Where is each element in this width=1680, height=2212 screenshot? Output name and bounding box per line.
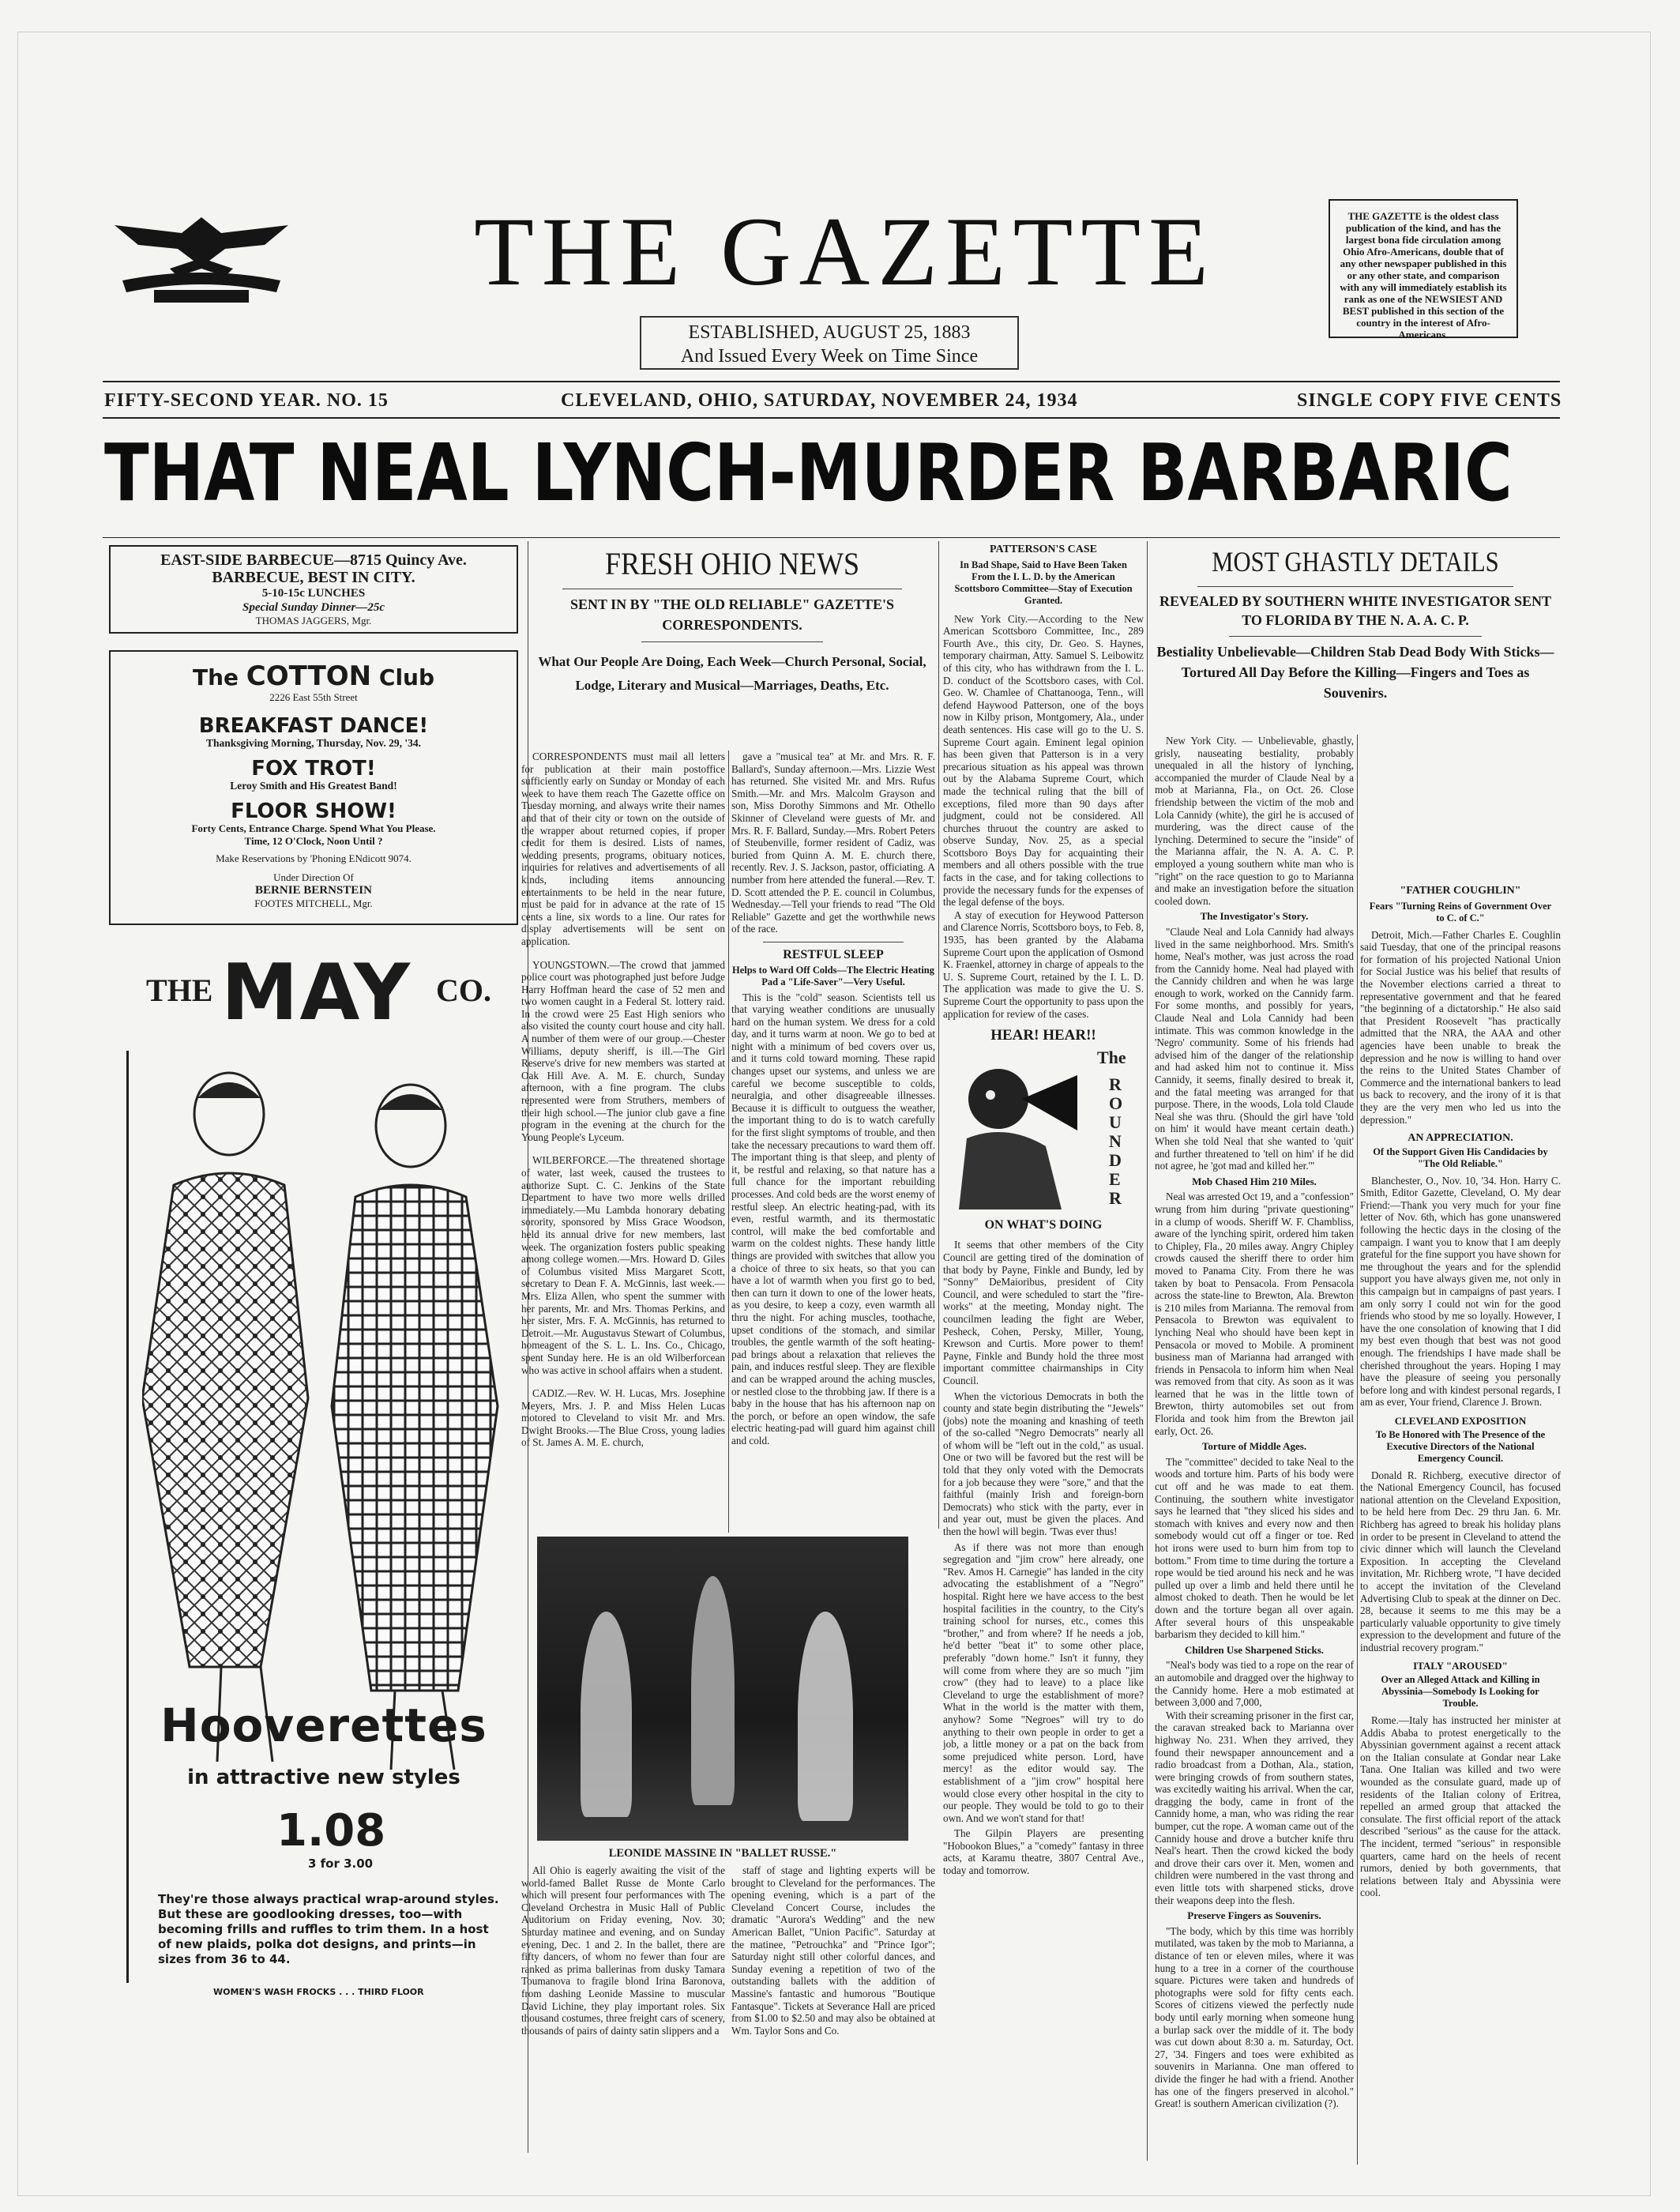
ad-line: EAST-SIDE BARBECUE—8715 Quincy Ave. [160, 551, 467, 569]
cotton-club-ad [109, 650, 518, 925]
ballet-photo [537, 1537, 908, 1841]
column-rule [938, 541, 939, 1529]
article-title: MOST GHASTLY DETAILS [1212, 546, 1499, 577]
ad-line: FOOTES MITCHELL, Mgr. [254, 897, 373, 909]
article-title: RESTFUL SLEEP [783, 947, 884, 961]
dateline: CLEVELAND, OHIO, SATURDAY, NOVEMBER 24, 1934 [561, 390, 1078, 411]
may-the: THE [146, 972, 213, 1008]
paragraph: CADIZ.—Rev. W. H. Lucas, Mrs. Josephine Meyers, Mrs. J. P. and Miss Helen Lucas motored to Cleveland to visit Mr. and Mrs. Dwight Brooks.—The Blue Cross, young ladies of St. James A. M. E. church, [521, 1387, 725, 1449]
rule [103, 381, 1560, 382]
paragraph: This is the "cold" season. Scientists tell us that varying weather conditions are unusually hard on the human system. We dress for a cold day, and it turns warm at noon. We go to bed at night with a minimum of bed covers over us, and it turns cold toward morning. These rapid changes upset our systems, and unless we are careful we become susceptible to colds, neuralgia, and other disagreeable illnesses. Because it is difficult to outguess the weather, the important thing to do is to watch carefully for the first slight symptoms of trouble, and then take the necessary precautions to ward them off. The important thing is that sleep, and plenty of it, be restful and relaxing, so that nature has a full chance for the important rebuilding processes. And cold beds are the worst enemy of restful sleep. An electric heating-pad, with its even, restful warmth, and its thermostatic control, will make the bed comfortable and warm on the coldest nights. These handy little things are provided with switches that allow you a choice of three to six heats, so that you can have a lot of warmth when you first go to bed, then can turn it down to one of the lower heats, as you desire, to keep a cozy, even warmth all thru the night. For aching muscles, toothache, upset conditions of the stomach, and similar troubles, the gentle warmth of the soft heating-pad brings about a relaxation that relieves the pain, and induces restful sleep. They are flexible and can be wrapped around the aching muscles, or nestled close to the throbbing jaw. If there is a baby in the house that has his afternoon nap on the porch, or before an open window, the safe electric heating-pad will guard him against chill and cold. [731, 991, 935, 1446]
ad-line: FOX TROT! [251, 757, 376, 781]
paragraph: As if there was not more than enough segregation and "jim crow" here already, one "Rev. Amos H. Carnegie" has landed in the city advocating the establishment of a "Negro" hospital. Right here we have access to the best hospital facilities in the country, to the City's training school for nurses, etc., comes this "brother," and from where? If he needs a job, he'd better "beat it" to some other place, preferably "down home." Isn't it funny, they will come from where they are so much "jim crow" (they had to leave) to a place like Cleveland to urge the establishment of more? What in the world is the matter with them, anyhow? Some "Negroes" will try to do anything to their own people in order to get a job, a little money or a pat on the back from some prejudiced white person. Lord, have mercy! as the editor would say. The establishment of a "jim crow" hospital here would close every other hospital in the city to our people. They would be told to go to their own. And we won't stand for that! [943, 1540, 1144, 1824]
column-title: HEAR! HEAR!! [990, 1027, 1096, 1044]
price: SINGLE COPY FIVE CENTS [1297, 390, 1562, 411]
dancer-left [581, 1612, 632, 1817]
ad-line: Under Direction Of [273, 871, 354, 883]
subhead: Children Use Sharpened Sticks. [1184, 1643, 1324, 1656]
subhead: Preserve Fingers as Souvenirs. [1187, 1909, 1321, 1922]
paragraph: New York City.—According to the New American Scottsboro Committee, Inc., 289 Fourth Ave., this city, Dr. Geo. S. Haynes, temporary chairman, Atty. Samuel S. Leibowitz of this city, who has withdrawn from the I. L. D. conduct of the Scottsboro cases, with Col. Geo. W. Chamlee of Chattanooga, Tenn., will defend Haywood Patterson, one of the boys now in Kilby prison, Montgomery, Ala., under death sentences. His case will go to the U. S. Supreme Court again. Eminent legal opinion has been given that Patterson is in a very precarious situation as his appeal was thrown out by the Alabama Supreme Court, which made the technical ruling that the bill of exceptions, filed more than 90 days after judgment, could not be considered. All churches thruout the country are asked to observe Sunday, Nov. 25, as a special Scottsboro Boys Day for acquainting their members and all others possible with the true facts in the case, and for taking collections to provide the necessary funds for the expenses of the legal defense of the boys. [943, 612, 1144, 908]
paragraph: "Neal's body was tied to a rope on the rear of an automobile and dragged over the highway to the Cannidy home. Here a mob estimated at between 3,000 and 7,000, [1155, 1659, 1354, 1709]
text-column [1360, 735, 1561, 2165]
dancer-center [691, 1576, 735, 1805]
ad-line: Time, 12 O'Clock, Noon Until ? [244, 835, 383, 847]
ear-box: THE GAZETTE is the oldest class publication of the kind, and has the largest bona fide circulation among Ohio Afro-Americans, double that of any other newspaper published in this or any other state, and comparison with any will immediately establish its rank as one of the NEWSIEST AND BEST published in this section of the country in the interest of Afro-Americans. [1329, 199, 1518, 338]
section-sub: SENT IN BY "THE OLD RELIABLE" GAZETTE'S CORRESPONDENTS. [569, 596, 895, 633]
product-sub: in attractive new styles [187, 1766, 460, 1789]
established-line: ESTABLISHED, AUGUST 25, 1883 [688, 322, 971, 343]
paragraph: "The body, which by this time was horribly mutilated, was taken by the mob to Marianna, a distance of ten or eleven miles, where it was hung to a tree in a corner of the courthouse square. Pictures were taken and hundreds of photographs were sold for fifty cents each. Scores of citizens viewed the perfectly nude body until early morning when someone hung a burlap sack over the middle of it. The body was cut down about 8:30 a. m. Saturday, Oct. 27, '34. Fingers and toes were exhibited as souvenirs in Marianna. One man offered to divide the finger he had with a friend. Another has one of the fingers preserved in alcohol." Great! is southern American civilization (?). [1155, 1924, 1354, 2110]
ad-line: BERNIE BERNSTEIN [255, 884, 372, 897]
price: 1.08 [276, 1805, 386, 1856]
paragraph: staff of stage and lighting experts will be brought to Cleveland for the performances. The opening evening, which is a part of the Cleveland Concert Course, includes the dramatic "Aurora's Wedding" and the new American Ballet, "Union Pacific". Saturday at the matinee, "Petrouchka" and "Prince Igor"; Saturday night still other colorful dances, and Sunday evening a repetition of two of the outstanding ballets with the addition of Massine's fantastic and humorous "Boutique Fantasque". Tickets at Severance Hall are priced from $1.00 to $2.50 and may also be obtained at Wm. Taylor Sons and Co. [731, 1864, 935, 2037]
established-box [640, 316, 1019, 370]
text-column [521, 1864, 725, 2165]
paragraph: All Ohio is eagerly awaiting the visit of the world-famed Ballet Russe de Monte Carlo which will present four performances with The Cleveland Orchestra in Music Hall of Public Auditorium on Friday evening, Nov. 30; Saturday matinee and evening, and on Sunday evening, Dec. 1 and 2. In the ballet, there are fifty dancers, of whom no fewer than four are ranked as prima ballerinas from dusky Tamara Toumanova to fragile blond Irina Baronova, from dashing Leonide Massine to muscular David Lichine, they play important roles. Six thousand costumes, three freight cars of scenery, thousands of pairs of dainty satin slippers and a [521, 1864, 725, 2037]
volume-number: FIFTY-SECOND YEAR. NO. 15 [104, 390, 389, 411]
ad-line: Forty Cents, Entrance Charge. Spend What You Please. [191, 822, 436, 834]
paragraph: WILBERFORCE.—The threatened shortage of water, last week, caused the trustees to authorize Supt. C. C. Jenkins of the State Department to have two more wells drilled immediately.—Mu Lambda honorary debating sorority, sponsored by Miss Grace Woodson, held its annual drive for new members, last week. The organization fosters public speaking among college women.—Mrs. Howard D. Giles of Columbus visited Miss Margaret Scott, secretary to Dean F. A. McGinnis, last week.—Mrs. Eliza Allen, who spent the summer with her parents, Mr. and Mrs. Thomas Perkins, and her sister, Mrs. F. A. McGinnis, has returned to Detroit.—Mr. Augustavus Stewart of Columbus, homeagent of the S. L. L. Ins. Co., Chicago, spent Sunday here. He is an old Wilberforcean who was active in school affairs when a student. [521, 1154, 725, 1376]
ad-title-cotton: COTTON [246, 660, 372, 692]
subhead: Torture of Middle Ages. [1201, 1440, 1307, 1453]
article-sub: Fears "Turning Reins of Government Over to C. of C." [1369, 900, 1552, 924]
ad-body: They're those always practical wrap-around styles. But these are goodlooking dresses, too—with becoming frills and ruffles to trim them. In a host of new plaids, polka dot designs, and prints—in sizes from 36 to 44. [158, 1892, 499, 1966]
section-sub-2: What Our People Are Doing, Each Week—Church Personal, Social, Lodge, Literary and Musical—Marriages, Deaths, Etc. [538, 654, 926, 693]
paragraph: Blanchester, O., Nov. 10, '34. Hon. Harry C. Smith, Editor Gazette, Cleveland, O. My dear Friend:—Thank you very much for your fine letter of Nov. 6th, which has gone unanswered following the hectic days in the closing of the campaign. I want you to know that I am deeply grateful for the fine support you have shown for me throughout the years and for the splendid support you have always given me, not only in this campaign but in campaigns of past years. I am only sorry I could not win for the good friends who stood by me so loyally. However, I have the one consolation of knowing that I did my best even though that best was not good enough. The friendships I have made shall be cherished throughout the years. Hoping I may have the pleasure of seeing you personally before long and with kindest personal regards, I am as ever, Your friend, Clarence J. Brown. [1360, 1174, 1561, 1409]
paragraph: When the victorious Democrats in both the county and state begin distributing the "Jewels" (jobs) note the moaning and knashing of teeth of the so-called "Negro Democrats" nearly all of whom will be "left out in the cold," as usual. One or two will be favored but the rest will be told that they only voted with the Democrats for a job because they were "sore," and that the faithful (mainly Irish and foreign-born Democrats) who stick with the party, ever in and year out, must be given the places. And then the howl will begin. 'Twas ever thus! [943, 1390, 1144, 1538]
text-column [943, 544, 1144, 2163]
rounder-title: ROUNDER [1109, 1074, 1123, 1208]
text-column [1155, 735, 1354, 2165]
paragraph: The Gilpin Players are presenting "Hobookon Blues," a "comedy" fantasy in three acts, at Karamu theatre, 3807 Central Ave., today and tomorrow. [943, 1827, 1144, 1877]
product-name: Hooverettes [160, 1698, 487, 1752]
article-sub-2: Bestiality Unbelievable—Children Stab Dead Body With Sticks—Tortured All Day Before the Killing—Fingers and Toes as Souvenirs. [1156, 644, 1554, 701]
photo-caption: LEONIDE MASSINE IN "BALLET RUSSE." [608, 1847, 837, 1860]
ad-line: BARBECUE, BEST IN CITY. [212, 569, 415, 586]
ad-footer: WOMEN'S WASH FROCKS . . . THIRD FLOOR [213, 1987, 424, 1997]
column-rule [1147, 541, 1148, 2161]
article-title: AN APPRECIATION. [1408, 1132, 1513, 1145]
subhead: The Investigator's Story. [1200, 910, 1309, 923]
dancer-right [798, 1612, 853, 1821]
rounder-the: The [1097, 1047, 1126, 1067]
column-sub: ON WHAT'S DOING [984, 1217, 1103, 1232]
article-title: CLEVELAND EXPOSITION [1394, 1414, 1527, 1427]
paragraph: Detroit, Mich.—Father Charles E. Coughlin said Tuesday, that one of the principal reasons for formation of his projected National Union for Social Justice was his belief that results of the November elections carried a threat to representative government and that he feared "the beginning of a dictatorship." He also said that President Roosevelt "has practically admitted that the NRA, the AAA and other agencies have been unable to break the depression and he now is willing to hand over the reins to the United States Chamber of Commerce and the international bankers to lead us back to recovery, and the irony of it is that they are the very men who led us into the depression." [1360, 928, 1561, 1126]
ad-rule [126, 1051, 129, 1983]
man-with-megaphone-icon [943, 1051, 1085, 1209]
paragraph: With their screaming prisoner in the first car, the caravan streaked back to Marianna over highway No. 231. When they arrived, they found their newspaper announcement and a radio broadcast from a Dothan, Ala., station, were bringing crowds of from southern states, was excitedly waiting his arrival. When the car, dragging the body, came in front of the Cannidy home, a man, who was riding the rear bumper, cut the rope. A woman came out of the Cannidy house and drove a butcher knife thru Neal's heart. Then the crowd kicked the body and drove their cars over it. Men, women and children were numbered in the vast throng and even little tots with sharpened sticks, drove their weapons deep into the flesh. [1155, 1709, 1354, 1906]
column-rule [728, 750, 729, 1533]
ad-line: Thanksgiving Morning, Thursday, Nov. 29, '34. [205, 737, 422, 749]
paragraph: Neal was arrested Oct 19, and a "confession" wrung from him during "private questioning" in a clump of woods. Sheriff W. F. Chambliss, aware of the lynching spirit, ordered him taken to Chipley, Fla., 20 miles away. Angry Chipley crowds caused the sheriff there to order him moved to Panama City. From there he was taken by boat to Pensacola. From Pensacola across the state-line to Brewton, Ala. Brewton is 210 miles from Marianna. The removal from Pensacola to Brewton was equivalent to lynching Neal who should have been kept in Pensacola or moved to Mobile. A prominent business man of Marianna had arranged with friends in Pensacola to inform him when Neal was removed from that city. As soon as it was learned that he was in the little town of Brewton, thirty automobiles set out from Florida and took him from the Brewton jail early, Oct. 26. [1155, 1191, 1354, 1437]
ad-line: THOMAS JAGGERS, Mgr. [255, 615, 372, 626]
paragraph: CORRESPONDENTS must mail all letters for publication at their main postoffice sufficiently early on Sunday or Monday of each week to have them reach The Gazette office on Tuesday morning, and always write their names and that of their city or town on the outside of the wrapper about returned copies, if proper credit for them is desired. Lists of names, wedding presents, programs, obituary notices, inquiries for relatives and advertisements of all kinds, including items announcing entertainments to be held in the near future, must be paid for in advance at the rate of 15 cents a line, six words to a line. Our rates for display advertisements will be sent on application. [521, 750, 725, 947]
paragraph: gave a "musical tea" at Mr. and Mrs. R. F. Ballard's, Sunday afternoon.—Mrs. Lizzie West has returned. She visited Mr. and Mrs. Rufus Smith.—Mr. and Mrs. Malcolm Grayson and son, Miss Dorothy Simmons and Mr. Othello Skinner of Cleveland were guests of Mr. and Mrs. R. F. Ballard, Sunday.—Mrs. Robert Peters of Steubenville, former resident of Cadiz, was buried from Quinn A. M. E. church there, recently. Rev. J. S. Jackson, pastor, officiating. A number from here attended the funeral.—Rev. T. D. Scott attended the P. E. council in Columbus, Wednesday.—Tell your friends to read "The Old Reliable" Gazette and get the worthwhile news of the race. [731, 750, 935, 935]
rule [103, 537, 1560, 538]
paragraph: YOUNGSTOWN.—The crowd that jammed police court was photographed just before Judge Harry Hoffman heard the case of 52 men and two women caught in a Federal St. lottery raid. In the crowd were 25 East High seniors who also visited the county court house and city hall. A number of them were of our group.—Chester Williams, deputy sheriff, is ill.—The Girl Reserve's drive for new members was started at Oak Hill Ave. A. M. E. church, Sunday afternoon, with a fine program. The clubs represented were from Struthers, members of their high school.—The junior club gave a fine program in the evening at the church for the Young People's Lyceum. [521, 958, 725, 1143]
article-title: PATTERSON'S CASE [989, 544, 1097, 555]
article-sub: In Bad Shape, Said to Have Been Taken From the I. L. D. by the American Scottsboro Committee—Stay of Execution Granted. [954, 559, 1133, 606]
ad-line: 5-10-15c LUNCHES [261, 587, 366, 600]
ad-line: 2226 East 55th Street [269, 691, 358, 703]
article-sub: Over an Alleged Attack and Killing in Abyssinia—Somebody Is Looking for Trouble. [1381, 1674, 1540, 1710]
ad-line: BREAKFAST DANCE! [198, 714, 429, 738]
column-rule [1357, 735, 1358, 2165]
established-line-2: And Issued Every Week on Time Since [680, 346, 979, 367]
may-co-ad [126, 948, 521, 2165]
paragraph: Rome.—Italy has instructed her minister at Addis Ababa to protest energetically to the Abyssinian government against a recent attack on the Italian consulate at Gondar near Lake Tana. One Italian was killed and two were wounded as the consulate guard, made up of residents of the Italian colony of Eritrea, repelled an armed group that attacked the consulate. The first official report of the attack described "serious" as the cause for the attack. The incident, termed "serious" in responsible quarters, came hard on the heels of recent rumors, denied by both governments, that relations between Italy and Abyssinia were cool. [1360, 1714, 1561, 1899]
text-column [731, 750, 935, 1533]
paragraph: New York City. — Unbelievable, ghastly, grisly, nauseating bestiality, probably unequaled in all the history of lynching, accompanied the murder of Claude Neal by a mob at Marianna, Fla., on Oct. 26. Close friendship between the victim of the mob and Lola Cannidy (white), the girl he is accused of murdering, was the direct cause of the lynching. Determined to secure the "inside" of the Marianna affair, the N. A. A. C. P. employed a young southern white man who is "right" on the race question to go to Marianna and make an investigation before the situation cooled down. [1155, 735, 1354, 907]
article-sub: Of the Support Given His Candidacies by "The Old Reliable." [1373, 1146, 1548, 1169]
article-title: "FATHER COUGHLIN" [1400, 885, 1521, 897]
ad-title-the: The [192, 664, 239, 690]
rounder-graphic [943, 1047, 1144, 1217]
ad-line: Special Sunday Dinner—25c [242, 601, 385, 614]
ad-line: Leroy Smith and His Greatest Band! [230, 780, 397, 792]
price-sub: 3 for 3.00 [308, 1856, 374, 1871]
paragraph: It seems that other members of the City Council are getting tired of the domination of that body by Payne, Finkle and Bundy, led by "Sonny" DeMaioribus, president of City Council, and were scheduled to start the "fire-works" at the meeting, Monday night. The councilmen leading the fight are Weber, Pesheck, Cohen, Persky, Miller, Young, Krewson and Curtis. More power to them! Payne, Finkle and Bundy hold the three most important committee chairmanships in City Council. [943, 1239, 1144, 1386]
ad-title-club: Club [378, 664, 435, 690]
may-co: CO. [436, 972, 491, 1008]
dress-illustration [142, 1066, 506, 1785]
paragraph: "Claude Neal and Lola Cannidy had always lived in the same neighborhood. Mrs. Smith's home, Neal's mother, was just across the road from the Cannidy home. Neal had played with the Cannidy children and when he was large enough to work, worked on the Cannidy farm. For some months, and possibly for years, Claude Neal and Lola Cannidy had been intimate. This was common knowledge in the 'Negro' community. Some of his friends had advised him of the danger of the relationship and had asked him not to continue it. Miss Cannidy, it seems, finally desired to break it, and the fatal meeting was arranged for that purpose. There, in the woods, Lola told Claude Neal she was thru. (Should the girl have 'told on him' it would have meant certain death.) When she told Neal that she wanted to 'quit' and further threatened to 'tell on him' if he did not agree, he 'got mad and killed her.'" [1155, 925, 1354, 1172]
article-title: ITALY "AROUSED" [1413, 1660, 1508, 1672]
eagle-emblem-icon [107, 201, 296, 312]
subhead: Mob Chased Him 210 Miles. [1192, 1175, 1317, 1187]
ad-line: FLOOR SHOW! [231, 799, 397, 823]
paragraph: The "committee" decided to take Neal to the woods and torture him. Parts of his body were cut off and he was made to eat them. Continuing, the southern white investigator says he learned that "they sliced his sides and stomach with knives and every now and then somebody would cut off a finger or toe. Red hot irons were used to burn him from top to bottom." From time to time during the torture a rope would be tied around his neck and he was pulled up over a limb and held there until he almost choked to death. Then he would be let down and the torture began all over again. After several hours of this unspeakable barbarism they decided to kill him." [1155, 1455, 1354, 1641]
barbecue-ad [109, 545, 518, 634]
rule [103, 417, 1560, 419]
paragraph: A stay of execution for Heywood Patterson and Clarence Norris, Scottsboro boys, to Feb. 8, 1935, has been granted by the Alabama Supreme Court upon the application of Osmond K. Fraenkel, attorney in charge of appeals to the U. S. Supreme Court, retained by the I. L. D. The application was made to give the U. S. Supreme Court the opportunity to pass upon the application for review of the cases. [943, 908, 1144, 1020]
paragraph: Donald R. Richberg, executive director of the National Emergency Council, has focused national attention on the Cleveland Exposition, to be held here from Dec. 29 thru Jan. 6. Mr. Richberg has agreed to break his holiday plans in order to be present in Cleveland to attend the civic dinner which will launch the Cleveland Exposition. In accepting the Cleveland invitation, Mr. Richberg wrote, "I have decided to accept the invitation of the Cleveland Advertising Club to speak at the dinner on Dec. 28, because it seems to me this may be a particularly valuable opportunity to give timely expression to the development and future of the industrial recovery program." [1360, 1469, 1561, 1653]
masthead-title: THE GAZETTE [474, 198, 1216, 306]
article-sub: Helps to Ward Off Colds—The Electric Heating Pad a "Life-Saver"—Very Useful. [731, 964, 934, 988]
ad-line: Make Reservations by 'Phoning ENdicott 9074. [216, 852, 412, 864]
main-headline: THAT NEAL LYNCH-MURDER BARBARIC [104, 427, 1513, 519]
ghastly-header [1150, 542, 1561, 724]
section-title: FRESH OHIO NEWS [604, 546, 860, 581]
may-logo: MAY [221, 948, 412, 1038]
text-column [731, 1864, 935, 2165]
article-sub: REVEALED BY SOUTHERN WHITE INVESTIGATOR SENT TO FLORIDA BY THE N. A. A. C. P. [1159, 593, 1551, 628]
article-sub: To Be Honored with The Presence of the Executive Directors of the National Emergency Council. [1375, 1428, 1546, 1464]
